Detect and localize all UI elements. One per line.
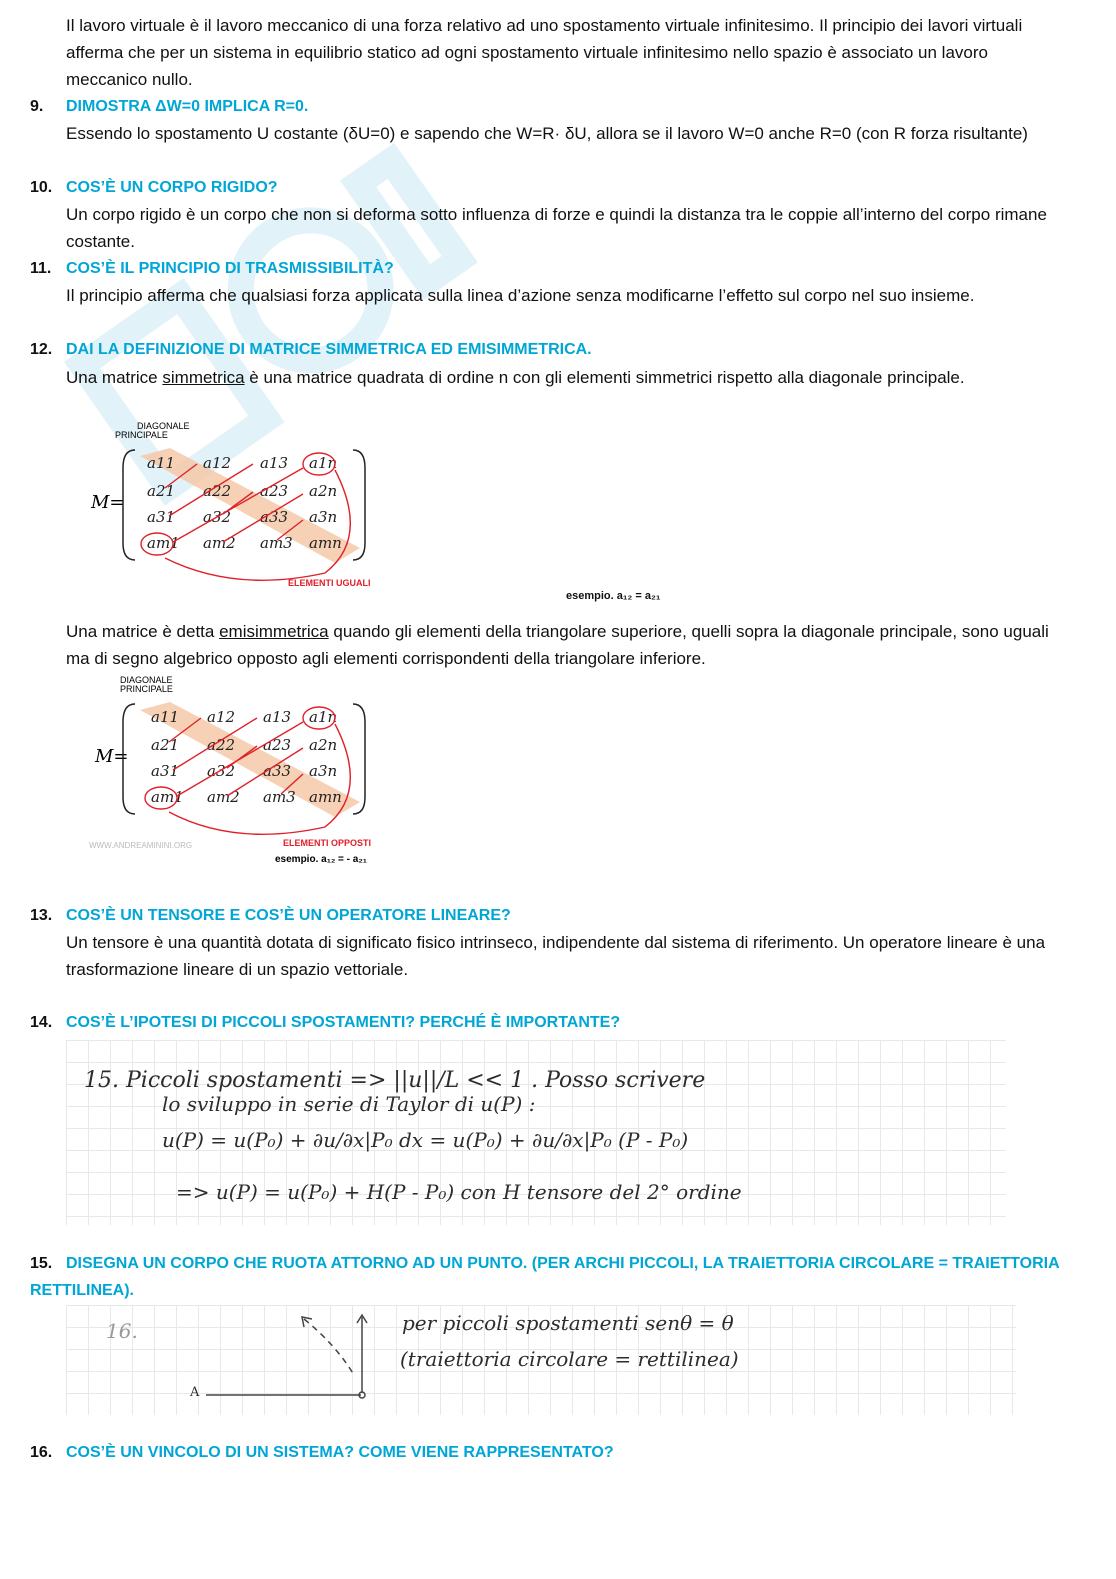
m2-a1n: a1n [309, 708, 338, 726]
question-15-number: 15. [30, 1255, 53, 1272]
m-a33: a33 [260, 508, 289, 526]
right-bracket-2 [353, 704, 365, 814]
question-11-title: COS’È IL PRINCIPIO DI TRASMISSIBILITÀ? [66, 260, 394, 277]
m2-a13: a13 [263, 708, 292, 726]
m-a12: a12 [203, 454, 232, 472]
right-bracket [353, 450, 365, 560]
answer-9: Essendo lo spostamento U costante (δU=0) e sapendo che W=R· δU, allora se il lavoro W=0 anche R=0 (con R forza risultante) [66, 124, 1028, 143]
question-16 [30, 1439, 1080, 1466]
question-9-title: DIMOSTRA ΔW=0 IMPLICA R=0. [66, 98, 309, 115]
diag-label-1: DIAGONALE [137, 421, 190, 431]
antisymmetric-matrix-figure [85, 672, 385, 867]
question-9 [30, 93, 1080, 120]
question-13-number: 13. [30, 907, 53, 924]
diag-label-2: PRINCIPALE [115, 430, 168, 440]
example-symmetric: esempio. a₁₂ = a₂₁ [566, 590, 661, 602]
question-10-number: 10. [30, 179, 53, 196]
handwritten-notes-14 [66, 1040, 1006, 1225]
question-16-title: COS’È UN VINCOLO DI UN SISTEMA? COME VIENE RAPPRESENTATO? [66, 1444, 614, 1461]
m-a22: a22 [203, 482, 232, 500]
bottom-label-uguali: ELEMENTI UGUALI [288, 578, 371, 588]
question-15 [30, 1250, 1080, 1304]
m-a13: a13 [260, 454, 289, 472]
diag-label-2b: PRINCIPALE [120, 684, 173, 694]
question-10-title: COS’È UN CORPO RIGIDO? [66, 179, 278, 196]
m2-a33: a33 [263, 762, 292, 780]
m2-a22: a22 [207, 736, 236, 754]
answer-12a-start: Una matrice [66, 368, 163, 387]
question-11-number: 11. [30, 260, 52, 277]
question-12-number: 12. [30, 341, 53, 358]
handwritten-notes-15 [66, 1305, 1016, 1415]
m-am2: am2 [203, 534, 236, 552]
hand14-line4: => u(P) = u(P₀) + H(P - P₀) con H tensore del 2° ordine [176, 1180, 742, 1204]
m-a2n: a2n [309, 482, 338, 500]
m-am3: am3 [260, 534, 293, 552]
question-12-title: DAI LA DEFINIZIONE DI MATRICE SIMMETRICA ED EMISIMMETRICA. [66, 341, 592, 358]
m2-a2n: a2n [309, 736, 338, 754]
answer-12a-end: è una matrice quadrata di ordine n con gli elementi simmetrici rispetto alla diagonale principale. [244, 368, 965, 387]
m2-a21: a21 [151, 736, 180, 754]
m2-a3n: a3n [309, 762, 338, 780]
hand14-line1: 15. Piccoli spostamenti => ||u||/L << 1 . Posso scrivere [84, 1068, 706, 1093]
m2-a12: a12 [207, 708, 236, 726]
m2-a11: a11 [151, 708, 180, 726]
hand14-line2: lo sviluppo in serie di Taylor di u(P) : [162, 1092, 536, 1116]
m2-a31: a31 [151, 762, 180, 780]
question-14-number: 14. [30, 1014, 53, 1031]
answer-13: Un tensore è una quantità dotata di significato fisico intrinseco, indipendente dal sistema di riferimento. Un operatore lineare è una trasformazione lineare di un spazio vettoriale. [66, 933, 1046, 979]
question-13 [30, 902, 1080, 929]
hand15-number: 16. [106, 1319, 138, 1343]
term-simmetrica: simmetrica [162, 368, 245, 387]
m-a23: a23 [260, 482, 289, 500]
question-14 [30, 1009, 1080, 1036]
intro-paragraph: Il lavoro virtuale è il lavoro meccanico di una forza relativo ad uno spostamento virtuale infinitesimo. Il principio dei lavori virtuali afferma che per un sistema in equilibrio statico ad ogni spostamento virtuale infinitesimo nello spazio è associato un lavoro meccanico nullo. [66, 16, 1023, 89]
bottom-label-opposti: ELEMENTI OPPOSTI [283, 838, 372, 848]
rotation-sketch [176, 1305, 376, 1410]
credit-text: WWW.ANDREAMININI.ORG [89, 841, 193, 850]
m-am1: am1 [147, 534, 180, 552]
question-9-number: 9. [30, 98, 44, 115]
m2-a23: a23 [263, 736, 292, 754]
m-a1n: a1n [309, 454, 338, 472]
m-a31: a31 [147, 508, 176, 526]
answer-12-symmetric [66, 364, 1066, 391]
answer-11: Il principio afferma che qualsiasi forza applicata sulla linea d’azione senza modificarne l’effetto sul corpo nel suo insieme. [66, 286, 975, 305]
question-14-title: COS’È L’IPOTESI DI PICCOLI SPOSTAMENTI? PERCHÉ È IMPORTANTE? [66, 1014, 621, 1031]
m2-am2: am2 [207, 788, 240, 806]
hand15-line2: (traiettoria circolare = rettilinea) [400, 1347, 739, 1371]
hand14-line3: u(P) = u(P₀) + ∂u/∂x|P₀ dx = u(P₀) + ∂u/∂x|P₀ (P - P₀) [162, 1128, 689, 1152]
m2-amn: amn [309, 788, 342, 806]
m2-am3: am3 [263, 788, 296, 806]
answer-12-antisymmetric [66, 618, 1066, 672]
m-a21: a21 [147, 482, 176, 500]
question-12 [30, 336, 1080, 363]
term-emisimmetrica: emisimmetrica [219, 622, 329, 641]
matrix-m-label-2: M= [95, 746, 129, 767]
m-a11: a11 [147, 454, 176, 472]
m2-am1: am1 [151, 788, 184, 806]
answer-12b-end: quando gli elementi della triangolare superiore, quelli sopra la diagonale principale, sono uguali ma di segno algebrico opposto agli elementi corrispondenti della triangolare inferiore. [66, 622, 1049, 668]
hand15-point-a: A [190, 1385, 200, 1400]
symmetric-matrix-figure [85, 418, 385, 593]
m2-a32: a32 [207, 762, 236, 780]
left-bracket [123, 450, 135, 560]
m-amn: amn [309, 534, 342, 552]
matrix-m-label: M= [91, 492, 125, 513]
question-13-title: COS’È UN TENSORE E COS’È UN OPERATORE LINEARE? [66, 907, 511, 924]
diag-label-1b: DIAGONALE [120, 675, 173, 685]
m-a32: a32 [203, 508, 232, 526]
hand15-line1: per piccoli spostamenti senθ = θ [402, 1311, 734, 1335]
m-a3n: a3n [309, 508, 338, 526]
question-10 [30, 174, 1080, 201]
answer-12b-start: Una matrice è detta [66, 622, 220, 641]
question-16-number: 16. [30, 1444, 53, 1461]
example-antisymmetric: esempio. a₁₂ = - a₂₁ [275, 854, 367, 865]
question-11 [30, 255, 1080, 282]
question-15-title: DISEGNA UN CORPO CHE RUOTA ATTORNO AD UN PUNTO. (PER ARCHI PICCOLI, LA TRAIETTORIA CIRCOLARE = TRAIETTORIA RETTILINEA). [30, 1255, 1060, 1299]
answer-10: Un corpo rigido è un corpo che non si deforma sotto influenza di forze e quindi la distanza tra le coppie all’interno del corpo rimane costante. [66, 205, 1047, 251]
